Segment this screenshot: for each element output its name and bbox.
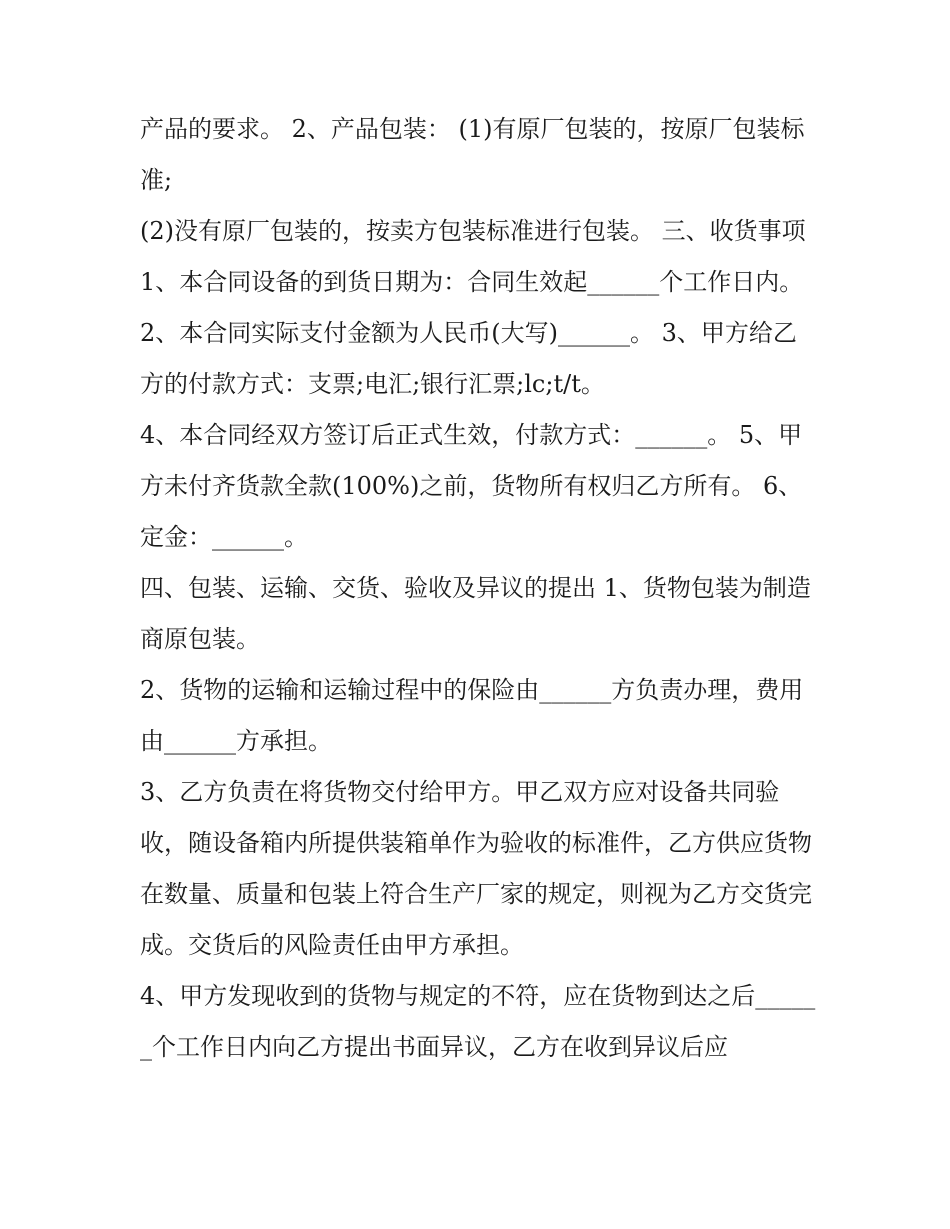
- paragraph-effectiveness-and-deposit: 4、本合同经双方签订后正式生效，付款方式：______。 5、甲方未付齐货款全款(100%)之前，货物所有权归乙方所有。 6、定金：______。: [140, 421, 803, 551]
- paragraph-section-four-packaging: 四、包装、运输、交货、验收及异议的提出 1、货物包装为制造商原包装。: [140, 574, 811, 653]
- paragraph-packaging-requirements: 产品的要求。 2、产品包装： (1)有原厂包装的，按原厂包装标准;: [140, 115, 805, 194]
- paragraph-objection: 4、甲方发现收到的货物与规定的不符，应在货物到达之后______个工作日内向乙方提出书面异议，乙方在收到异议后应: [140, 982, 816, 1061]
- paragraph-payment-amount: 2、本合同实际支付金额为人民币(大写)______。 3、甲方给乙方的付款方式：支票;电汇;银行汇票;lc;t/t。: [140, 319, 797, 398]
- paragraph-transport-insurance: 2、货物的运输和运输过程中的保险由______方负责办理，费用由______方承担。: [140, 676, 804, 755]
- paragraph-delivery-date: (2)没有原厂包装的，按卖方包装标准进行包装。 三、收货事项 1、本合同设备的到货日期为：合同生效起______个工作日内。: [140, 217, 806, 296]
- paragraph-acceptance-inspection: 3、乙方负责在将货物交付给甲方。甲乙双方应对设备共同验收，随设备箱内所提供装箱单作为验收的标准件，乙方供应货物在数量、质量和包装上符合生产厂家的规定，则视为乙方交货完成。交货后的风险责任由甲方承担。: [140, 778, 812, 959]
- document-body: [140, 104, 820, 1073]
